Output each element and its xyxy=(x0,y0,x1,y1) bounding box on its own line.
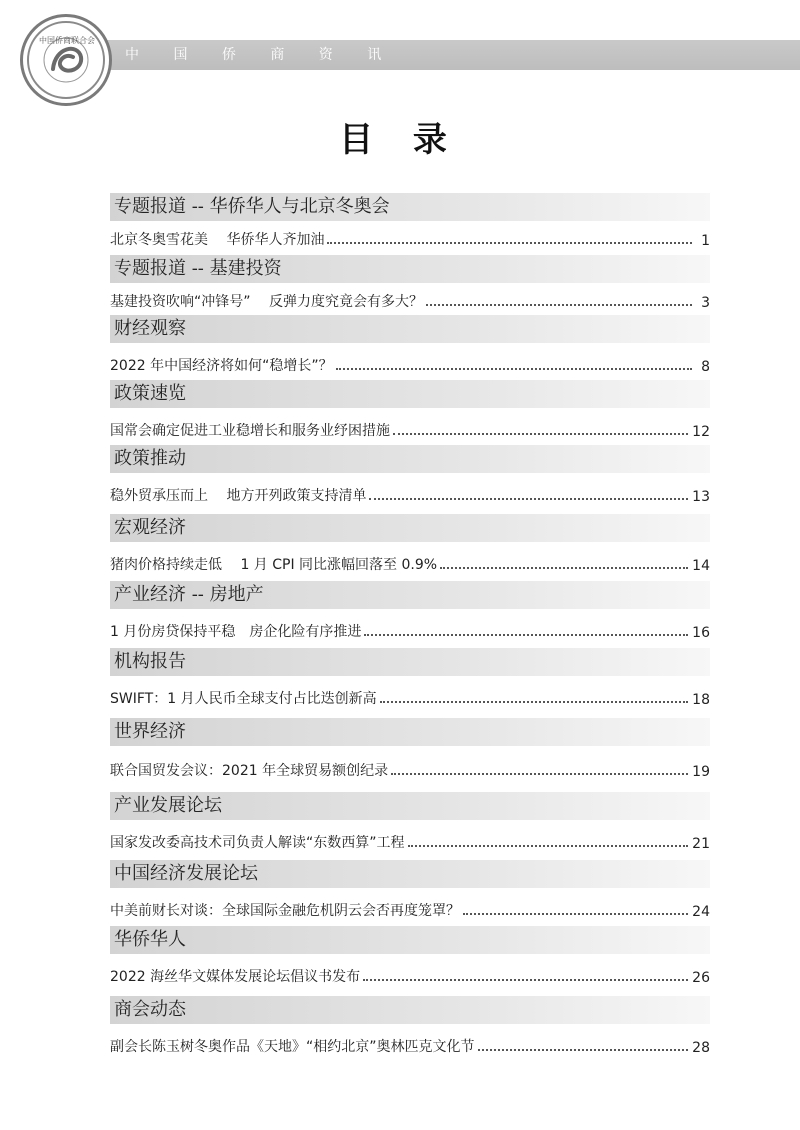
section-title: 专题报道 -- 华侨华人与北京冬奥会 xyxy=(110,193,710,221)
toc-entry[interactable] xyxy=(110,617,710,643)
toc-section xyxy=(110,648,710,710)
entry-title: 稳外贸承压而上 地方开列政策支持清单 xyxy=(110,488,367,504)
section-title: 产业经济 -- 房地产 xyxy=(110,581,710,609)
section-title: 商会动态 xyxy=(110,996,710,1024)
section-title: 宏观经济 xyxy=(110,514,710,542)
toc-section xyxy=(110,718,710,782)
entry-title: 2022 海丝华文媒体发展论坛倡议书发布 xyxy=(110,969,361,985)
toc-section xyxy=(110,380,710,442)
toc-entry[interactable] xyxy=(110,896,710,922)
page-number: 19 xyxy=(692,764,710,780)
section-title: 财经观察 xyxy=(110,315,710,343)
toc-entry[interactable] xyxy=(110,550,710,576)
entry-title: 北京冬奥雪花美 华侨华人齐加油 xyxy=(110,232,325,248)
toc-section xyxy=(110,255,710,313)
section-title: 机构报告 xyxy=(110,648,710,676)
toc-entry[interactable] xyxy=(110,828,710,854)
dot-leader xyxy=(408,844,689,847)
section-title: 政策速览 xyxy=(110,380,710,408)
page-number: 28 xyxy=(692,1040,710,1056)
toc-entry[interactable] xyxy=(110,1032,710,1058)
section-title: 华侨华人 xyxy=(110,926,710,954)
toc-entry[interactable] xyxy=(110,684,710,710)
section-title: 世界经济 xyxy=(110,718,710,746)
page-number: 26 xyxy=(692,970,710,986)
page-number: 21 xyxy=(692,836,710,852)
page-number: 16 xyxy=(692,625,710,641)
toc-entry[interactable] xyxy=(110,287,710,313)
toc-section xyxy=(110,926,710,988)
dot-leader xyxy=(426,303,692,306)
page-number: 14 xyxy=(692,558,710,574)
toc-section xyxy=(110,193,710,251)
page-number: 1 xyxy=(701,233,710,249)
toc-entry[interactable] xyxy=(110,481,710,507)
entry-title: 国常会确定促进工业稳增长和服务业纾困措施 xyxy=(110,423,390,439)
toc-section xyxy=(110,514,710,576)
dot-leader xyxy=(380,700,689,703)
logo-text: 中国侨商联合会 xyxy=(39,36,95,45)
entry-title: 1 月份房贷保持平稳 房企化险有序推进 xyxy=(110,624,362,640)
header-title: 中 国 侨 商 资 讯 xyxy=(125,47,397,63)
section-title: 中国经济发展论坛 xyxy=(110,860,710,888)
toc-section xyxy=(110,315,710,377)
toc-section xyxy=(110,996,710,1058)
dot-leader xyxy=(327,241,692,244)
page-number: 24 xyxy=(692,904,710,920)
toc-entry[interactable] xyxy=(110,756,710,782)
toc-entry[interactable] xyxy=(110,225,710,251)
dot-leader xyxy=(478,1048,689,1051)
toc-entry[interactable] xyxy=(110,962,710,988)
entry-title: 2022 年中国经济将如何“稳增长”？ xyxy=(110,358,333,374)
page-number: 13 xyxy=(692,489,710,505)
toc-section xyxy=(110,581,710,643)
entry-title: 猪肉价格持续走低 1 月 CPI 同比涨幅回落至 0.9% xyxy=(110,557,438,573)
entry-title: 中美前财长对谈：全球国际金融危机阴云会否再度笼罩？ xyxy=(110,903,460,919)
dot-leader xyxy=(369,497,688,500)
dot-leader xyxy=(440,566,688,569)
logo-emblem-icon xyxy=(23,17,109,103)
logo xyxy=(20,14,112,106)
section-title: 政策推动 xyxy=(110,445,710,473)
entry-title: 联合国贸发会议：2021 年全球贸易额创纪录 xyxy=(110,763,389,779)
dot-leader xyxy=(364,633,688,636)
page-number: 18 xyxy=(692,692,710,708)
entry-title: 基建投资吹响“冲锋号” 反弹力度究竟会有多大？ xyxy=(110,294,423,310)
dot-leader xyxy=(463,912,688,915)
page-number: 12 xyxy=(692,424,710,440)
toc-section xyxy=(110,445,710,507)
dot-leader xyxy=(393,432,688,435)
toc-section xyxy=(110,792,710,854)
entry-title: 副会长陈玉树冬奥作品《天地》“相约北京”奥林匹克文化节 xyxy=(110,1039,475,1055)
toc-entry[interactable] xyxy=(110,416,710,442)
page-number: 8 xyxy=(701,359,710,375)
dot-leader xyxy=(336,367,692,370)
section-title: 产业发展论坛 xyxy=(110,792,710,820)
entry-title: SWIFT：1 月人民币全球支付占比迭创新高 xyxy=(110,691,377,707)
entry-title: 国家发改委高技术司负责人解读“东数西算”工程 xyxy=(110,835,405,851)
dot-leader xyxy=(363,978,688,981)
dot-leader xyxy=(391,772,688,775)
section-title: 专题报道 -- 基建投资 xyxy=(110,255,710,283)
toc-entry[interactable] xyxy=(110,351,710,377)
page-number: 3 xyxy=(701,295,710,311)
page-title: 目 录 xyxy=(339,120,461,160)
toc-section xyxy=(110,860,710,922)
